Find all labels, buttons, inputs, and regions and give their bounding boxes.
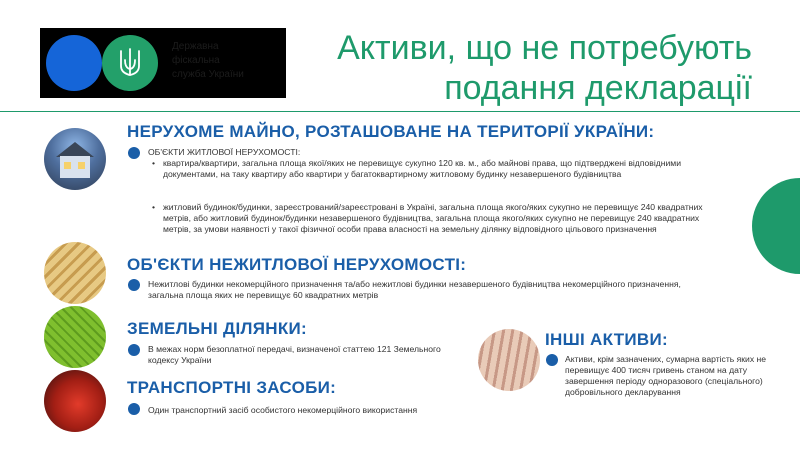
section-heading-non-residential: ОБ'ЄКТИ НЕЖИТЛОВОЇ НЕРУХОМОСТІ: [127, 255, 467, 274]
non-residential-text: Нежитлові будинки некомерційного призначення та/або нежитлові будинки незавершеного будівництва некомерційного призначення, загальна площа яких не перевищує 60 квадратних метрів [148, 279, 681, 300]
bullet-icon: • [152, 202, 156, 212]
logo-blue-circle [46, 35, 102, 91]
house-roof-shape [56, 142, 94, 157]
logo-text-line: фіскальна [172, 55, 220, 66]
house-window-shape [78, 162, 85, 169]
list-item-text: квартира/квартири, загальна площа якої/яких не перевищує сукупно 120 кв. м., або майнові права, що підтверджені відповідними документами, на таку квартиру або квартири у багатоквартирному житловому будинку незавершеного будівництва [163, 158, 681, 179]
list-item-text: житловий будинок/будинки, зареєстрований/зареєстровані в Україні, загальна площа якого/яких сукупно не перевищує 240 квадратних метрів, або житловий будинок/будинки незавершеного будівництва, загальна площа якого/яких сукупно не перевищує 240 квадратних метрів, за умови наявності у такої фізичної особи права власності на земельну ділянку відповідного цільового призначення [163, 202, 703, 234]
bullet-dot [546, 354, 558, 366]
bullet-dot [128, 279, 140, 291]
bullet-dot [128, 344, 140, 356]
page-title-line: Активи, що не потребують [337, 29, 752, 67]
land-text: В межах норм безоплатної передачі, визначеної статтею 121 Земельного кодексу України [148, 344, 441, 365]
section-heading-vehicles: ТРАНСПОРТНІ ЗАСОБИ: [127, 378, 337, 397]
header-divider [0, 111, 800, 112]
other-text: Активи, крім зазначених, сумарна вартість яких не перевищує 400 тисяч гривень станом на дату завершення періоду одноразового (спеціального) добровільного декларування [565, 354, 767, 397]
logo-text-line: служба України [172, 69, 244, 80]
trident-icon [118, 46, 142, 80]
house-photo [44, 128, 106, 190]
money-photo [478, 329, 540, 391]
decorative-circle [752, 178, 800, 274]
section-heading-land: ЗЕМЕЛЬНІ ДІЛЯНКИ: [127, 319, 307, 338]
car-photo [44, 370, 106, 432]
section-heading-other: ІНШІ АКТИВИ: [545, 330, 668, 349]
vehicles-text: Один транспортний засіб особистого некомерційного використання [148, 405, 418, 415]
list-item [152, 158, 717, 180]
logo-text-line: Державна [172, 41, 219, 52]
bullet-dot [128, 403, 140, 415]
page-title [337, 28, 752, 108]
bullet-icon: • [152, 158, 156, 168]
logo-text [172, 40, 244, 82]
list-item [152, 202, 717, 235]
section-heading-real-estate: НЕРУХОМЕ МАЙНО, РОЗТАШОВАНЕ НА ТЕРИТОРІЇ УКРАЇНИ: [127, 122, 655, 141]
logo [40, 28, 286, 98]
grass-photo [44, 306, 106, 368]
page-title-line: подання декларації [444, 69, 752, 107]
house-window-shape [64, 162, 71, 169]
roof-photo [44, 242, 106, 304]
residential-sub-label: ОБ'ЄКТИ ЖИТЛОВОЇ НЕРУХОМОСТІ: [148, 147, 301, 157]
bullet-dot [128, 147, 140, 159]
